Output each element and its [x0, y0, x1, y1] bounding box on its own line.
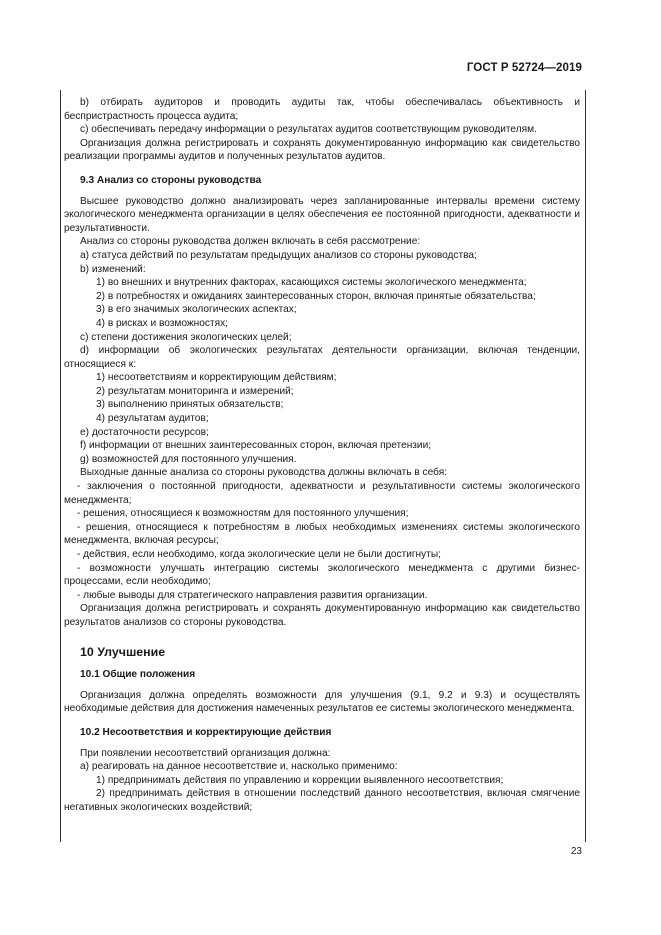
list-item: c) обеспечивать передачу информации о результатах аудитов соответствующим руководителям. — [80, 124, 537, 136]
sub-list-item: 1) несоответствиям и корректирующим действиям; — [96, 372, 337, 384]
list-item: a) реагировать на данное несоответствие и, насколько применимо: — [80, 761, 398, 773]
sub-list-item: 4) в рисках и возможностях; — [96, 317, 228, 329]
list-item: f) информации от внешних заинтересованных сторон, включая претензии; — [80, 440, 432, 452]
dash-item: - возможности улучшать интеграцию системы экологического менеджмента с другими бизнес-процессами, если необходимо; — [64, 562, 580, 588]
list-item: d) информации об экологических результатах деятельности организации, включая тенденции, относящиеся к: — [64, 345, 580, 370]
list-item: a) статуса действий по результатам предыдущих анализов со стороны руководства; — [80, 249, 477, 261]
paragraph: Высшее руководство должно анализировать через запланированные интервалы времени систему экологического менеджмента организации в целях обеспечения ее постоянной пригодности, адекватности и результативности. — [64, 195, 580, 234]
sub-list-item: 4) результатам аудитов; — [96, 413, 209, 425]
dash-item: - действия, если необходимо, когда экологические цели не были достигнуты; — [77, 549, 441, 560]
paragraph: Организация должна регистрировать и сохранять документированную информацию как свидетельство результатов анализов со стороны руководства. — [64, 603, 580, 628]
paragraph: Анализ со стороны руководства должен включать в себя рассмотрение: — [80, 236, 421, 248]
dash-item: - заключения о постоянной пригодности, адекватности и результативности системы экологического менеджмента; — [64, 481, 580, 506]
page-number: 23 — [570, 846, 582, 857]
section-heading-10-1: 10.1 Общие положения — [80, 669, 196, 681]
list-item: e) достаточности ресурсов; — [80, 426, 209, 438]
paragraph: Организация должна определять возможности для улучшения (9.1, 9.2 и 9.3) и осуществлять необходимые действия для достижения намеченных результатов ее системы экологического менеджмента. — [64, 689, 580, 715]
section-heading-10: 10 Улучшение — [80, 644, 166, 659]
list-item: g) возможностей для постоянного улучшения. — [80, 453, 297, 465]
sub-list-item: 1) предпринимать действия по управлению и коррекции выявленного несоответствия; — [96, 774, 504, 786]
sub-list-item: 2) предпринимать действия в отношении последствий данного несоответствия, включая смягчение негативных экологических воздействий; — [64, 788, 580, 813]
section-heading-10-2: 10.2 Несоответствия и корректирующие действия — [80, 726, 332, 738]
dash-item: - решения, относящиеся к возможностям для постоянного улучшения; — [77, 508, 409, 520]
paragraph: Организация должна регистрировать и сохранять документированную информацию как свидетельство реализации программы аудитов и полученных результатов аудитов. — [64, 137, 580, 163]
dash-item: - решения, относящиеся к потребностям в любых необходимых изменениях системы экологического менеджмента, включая ресурсы; — [64, 521, 580, 547]
sub-list-item: 1) во внешних и внутренних факторах, касающихся системы экологического менеджмента; — [96, 277, 527, 289]
list-item: b) изменений: — [80, 263, 146, 275]
sub-list-item: 2) в потребностях и ожиданиях заинтересованных сторон, включая принятые обязательства; — [96, 290, 536, 302]
list-item: c) степени достижения экологических целей; — [80, 331, 292, 343]
paragraph: Выходные данные анализа со стороны руководства должны включать в себя: — [80, 467, 448, 479]
sub-list-item: 3) выполнению принятых обязательств; — [96, 399, 284, 411]
sub-list-item: 2) результатам мониторинга и измерений; — [96, 385, 294, 397]
section-heading-9-3: 9.3 Анализ со стороны руководства — [80, 174, 262, 186]
list-item: b) отбирать аудиторов и проводить аудиты так, чтобы обеспечивалась объективность и беспристрастность процесса аудита; — [64, 97, 580, 122]
page-content — [64, 96, 580, 815]
paragraph: При появлении несоответствий организация должна: — [80, 747, 331, 759]
document-header: ГОСТ Р 52724—2019 — [466, 62, 582, 74]
sub-list-item: 3) в его значимых экологических аспектах; — [96, 304, 297, 316]
dash-item: - любые выводы для стратегического направления развития организации. — [77, 589, 428, 601]
